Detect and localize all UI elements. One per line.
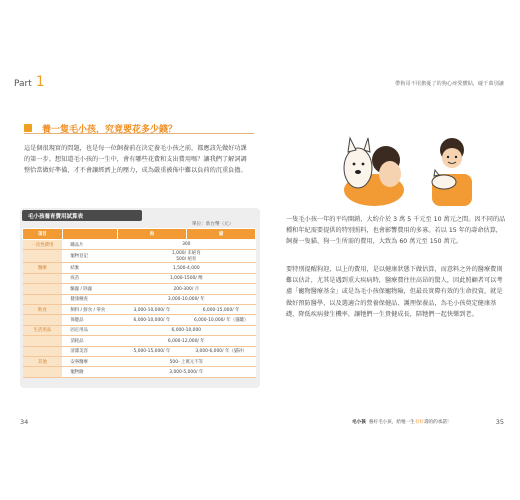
item-cell: 保健品	[62, 315, 117, 325]
table-header-row	[23, 229, 256, 240]
table-row	[23, 263, 256, 273]
item-cell: 寵物登記	[62, 250, 117, 263]
shared-value-cell: 3,000-5,000/ 年	[117, 367, 255, 377]
item-cell: 飼料 / 鮮食 / 零食	[62, 304, 117, 314]
table-heading: 毛小孩養育費用試算表	[28, 214, 84, 220]
shared-value-cell: 1,500-4,000	[117, 263, 255, 273]
footer-line: 毛小孩 養好毛小孩，給牠一生有好壽的的承諾！	[352, 420, 452, 425]
book-logo: 毛小孩	[352, 420, 366, 425]
category-cell	[23, 367, 63, 377]
table-unit: 單位：新台幣（元）	[192, 222, 234, 227]
category-cell: 生活用品	[23, 325, 63, 335]
title-underline	[24, 133, 254, 134]
shared-value-cell: 1,000-1500/ 劑	[117, 273, 255, 283]
category-cell: 其他	[23, 356, 63, 366]
column-header: 貓	[187, 229, 256, 240]
dog-value-cell: 3,000-10,000/ 年	[117, 304, 187, 314]
category-cell	[23, 336, 63, 346]
shared-value-cell: 300	[117, 240, 255, 250]
column-header: 項目	[23, 229, 63, 240]
table-row	[23, 250, 256, 263]
table-row	[23, 367, 256, 377]
part-label: Part 1	[14, 74, 45, 90]
table-row	[23, 294, 256, 304]
item-cell: 清潔美容	[62, 346, 117, 356]
cat-value-cell: 6,000-15,000/ 年	[187, 304, 256, 314]
table-row	[23, 336, 256, 346]
shared-value-cell: 500- 上萬元不等	[117, 356, 255, 366]
category-cell	[23, 315, 63, 325]
title-marker	[24, 124, 32, 132]
category-cell: 一次性費用	[23, 240, 63, 250]
item-cell: 疫苗	[62, 273, 117, 283]
dog-value-cell: 5,000-15,000/ 年	[117, 346, 187, 356]
item-cell: 固定用品	[62, 325, 117, 335]
part-number: 1	[35, 74, 45, 90]
item-cell: 消耗品	[62, 336, 117, 346]
cat-value-cell: 6,000-10,000/ 年（貓罐）	[187, 315, 256, 325]
dog-value-cell: 6,000-10,000/ 年	[117, 315, 187, 325]
table-row	[23, 325, 256, 335]
category-cell	[23, 346, 63, 356]
page-title: 養一隻毛小孩，究竟要花多少錢？	[42, 125, 178, 135]
table-row	[23, 356, 256, 366]
dog-hug-figure-icon	[344, 138, 404, 206]
table-row	[23, 304, 256, 314]
category-cell	[23, 294, 63, 304]
cat-value-cell: 3,000-6,000/ 年（貓砂）	[187, 346, 256, 356]
intro-paragraph: 這是個很現實的問題，也是每一位飼養前在決定養毛小孩之前，都應該先做好功課的第一步。想知道毛小孩的一生中，會有哪些花費和支出費用嗎？讓我們了解詞調整恰當做好準備，才不會讓經濟上的壓力，成為嚴重被佈中難以負荷的沉重負擔。	[24, 145, 247, 175]
shared-value-cell: 6,000-12,000/ 年	[117, 336, 255, 346]
shared-value-cell: 6,000-10,000	[117, 325, 255, 335]
item-cell: 寵物險	[62, 367, 117, 377]
item-cell: 購品片	[62, 240, 117, 250]
column-header	[62, 229, 117, 240]
category-cell: 醫療	[23, 263, 63, 273]
category-cell: 飲食	[23, 304, 63, 314]
shared-value-cell: 200-300/ 月	[117, 284, 255, 294]
item-cell: 驅蟲 / 除蟲	[62, 284, 117, 294]
table-row	[23, 240, 256, 250]
table-row	[23, 315, 256, 325]
item-cell: 安寧醫療	[62, 356, 117, 366]
page-number-left: 34	[20, 418, 29, 426]
item-cell: 結紮	[62, 263, 117, 273]
item-cell: 健康檢查	[62, 294, 117, 304]
right-paragraph-2: 要特別提醒狗迎，以上的費用，是以健康狀態下做估算，而意料之外的醫療費則難以估計，尤其是遇到重大疾病時，醫療費往往高昂的驚人，因此照顧者可以考慮「寵物醫療基金」或是為毛小孩保寵物險，但最長實際有效的生命投資，就是做好預防醫學，以及選適合的營養保健品、護理保養品，為毛小孩奠定健康基礎，降低疾病發生機率，讓牠們一生貴健成長，陪牠們一起快樂到老。	[286, 266, 503, 318]
table-row	[23, 346, 256, 356]
running-header-tagline: 帶狗哥不用擔憂了的狗心疼愛體貼，碰千萬別讓	[395, 81, 504, 87]
right-paragraph-1: 一隻毛小孩一年的平均開銷，大約介於 3 萬 5 千元至 10 萬元之間。因不同的品種和年紀需要提供的特別照料，也會影響費用的多寡。若以 15 年的壽命估算，飼養一隻貓、狗一生所需的費用，大致為 60 萬元至 150 萬元。	[286, 216, 506, 246]
column-header: 狗	[117, 229, 187, 240]
cost-table	[22, 228, 256, 378]
page-number-right: 35	[495, 418, 504, 426]
category-cell	[23, 250, 63, 263]
owner-with-pets-illustration	[336, 130, 484, 208]
shared-value-cell: 1,000/ 未絕育 500/ 絕育	[117, 250, 255, 263]
table-row	[23, 284, 256, 294]
table-row	[23, 273, 256, 283]
category-cell	[23, 273, 63, 283]
cat-hug-figure-icon	[432, 138, 472, 206]
category-cell	[23, 284, 63, 294]
shared-value-cell: 3,000-10,000/ 年	[117, 294, 255, 304]
